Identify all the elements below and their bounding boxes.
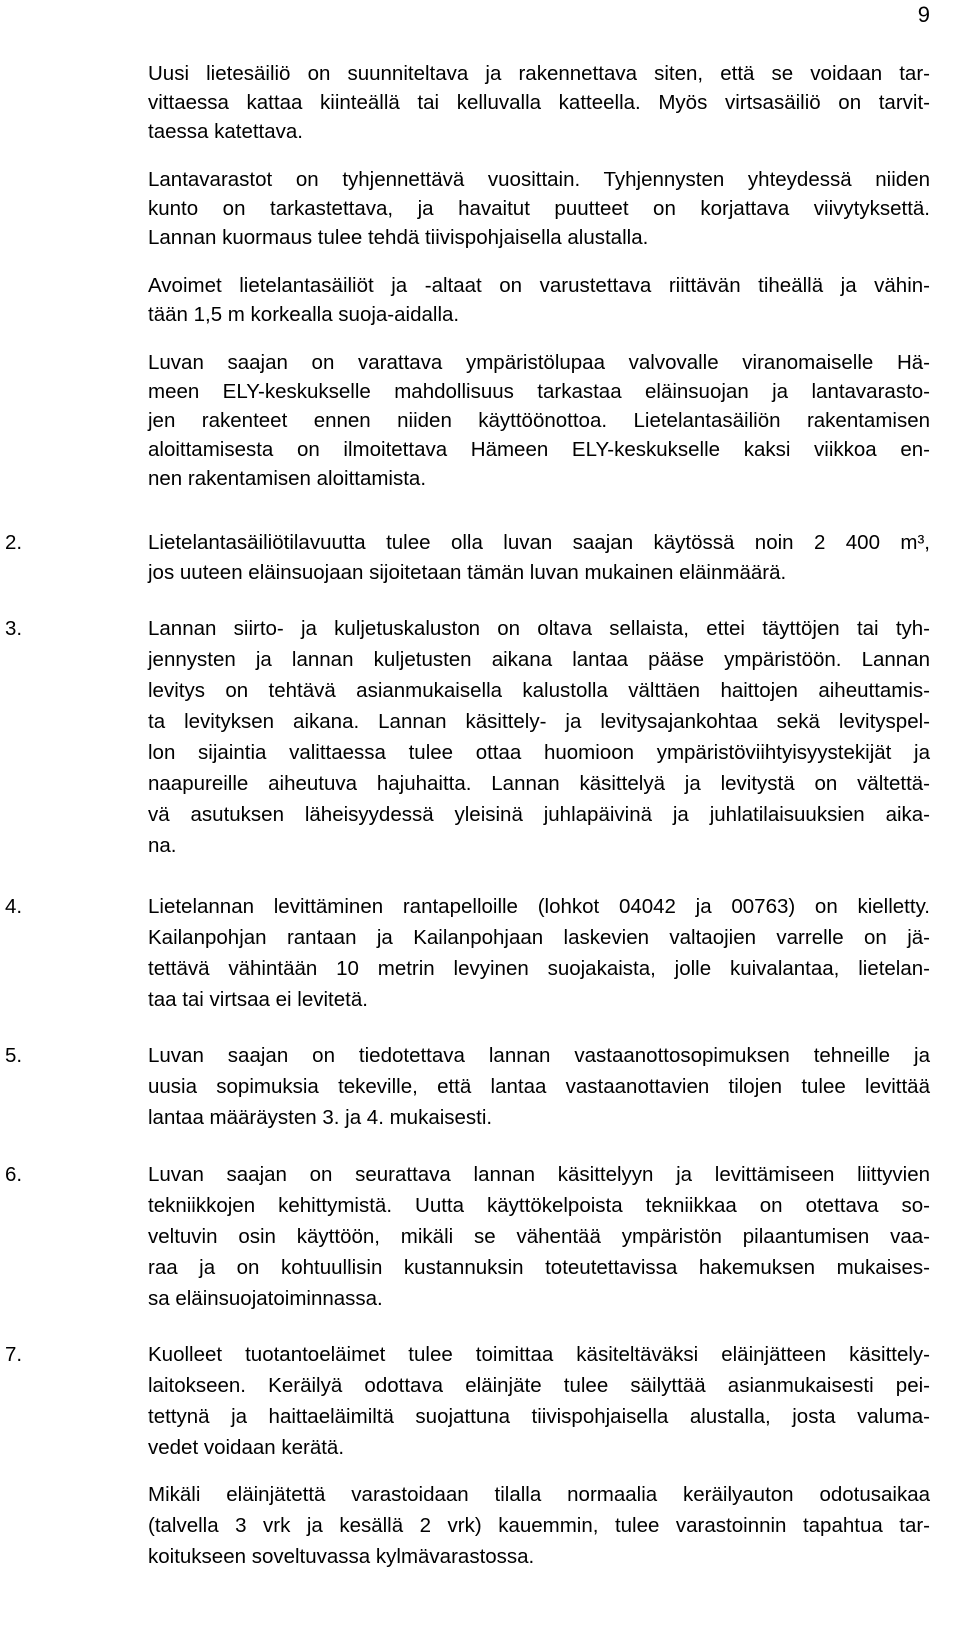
text-line: Lietelantasäiliötilavuutta tulee olla luvan saajan käytössä noin 2 400 m³, xyxy=(148,531,930,554)
item-number: 2. xyxy=(5,531,23,554)
text-line: jen rakenteet ennen niiden käyttöönottoa. Lietelantasäiliön rakentamisen xyxy=(148,409,930,432)
text-line: tään 1,5 m korkealla suoja-aidalla. xyxy=(148,303,460,326)
item-number: 5. xyxy=(5,1044,23,1067)
text-line: lon sijaintia valittaessa tulee ottaa huomioon ympäristöviihtyisyystekijät ja xyxy=(148,741,930,764)
text-line: Lantavarastot on tyhjennettävä vuosittain. Tyhjennysten yhteydessä niiden xyxy=(148,168,930,191)
text-line: levitys on tehtävä asianmukaisella kalustolla välttäen haittojen aiheuttamis- xyxy=(148,679,930,702)
text-line: nen rakentamisen aloittamista. xyxy=(148,467,427,490)
text-line: vä asutuksen läheisyydessä yleisinä juhlapäivinä ja juhlatilaisuuksien aika- xyxy=(148,803,930,826)
text-line: koitukseen soveltuvassa kylmävarastossa. xyxy=(148,1545,535,1568)
text-line: Avoimet lietelantasäiliöt ja -altaat on varustettava riittävän tiheällä ja vähin- xyxy=(148,274,930,297)
item-number: 3. xyxy=(5,617,23,640)
text-line: tekniikkojen kehittymistä. Uutta käyttökelpoista tekniikkaa on otettava so- xyxy=(148,1194,930,1217)
text-line: Luvan saajan on seurattava lannan käsittelyyn ja levittämiseen liittyvien xyxy=(148,1163,930,1186)
text-line: Uusi lietesäiliö on suunniteltava ja rakennettava siten, että se voidaan tar- xyxy=(148,62,930,85)
text-line: Mikäli eläinjätettä varastoidaan tilalla normaalia keräilyauton odotusaikaa xyxy=(148,1483,930,1506)
text-line: raa ja on kohtuullisin kustannuksin toteutettavissa hakemuksen mukaises- xyxy=(148,1256,930,1279)
text-line: aloittamisesta on ilmoitettava Hämeen ELY-keskukselle kaksi viikkoa en- xyxy=(148,438,930,461)
text-line: kunto on tarkastettava, ja havaitut puutteet on korjattava viivytyksettä. xyxy=(148,197,930,220)
text-line: naapureille aiheutuva hajuhaitta. Lannan käsittelyä ja levitystä on vältettä- xyxy=(148,772,930,795)
text-line: jennysten ja lannan kuljetusten aikana lantaa pääse ympäristöön. Lannan xyxy=(148,648,930,671)
text-line: tettävä vähintään 10 metrin levyinen suojakaista, jolle kuivalantaa, lietelan- xyxy=(148,957,930,980)
item-number: 6. xyxy=(5,1163,23,1186)
text-line: jos uuteen eläinsuojaan sijoitetaan tämän luvan mukainen eläinmäärä. xyxy=(148,561,787,584)
text-line: Kailanpohjan rantaan ja Kailanpohjaan laskevien valtaojien varrelle on jä- xyxy=(148,926,930,949)
text-line: na. xyxy=(148,834,177,857)
text-line: vedet voidaan kerätä. xyxy=(148,1436,345,1459)
text-line: taa tai virtsaa ei levitetä. xyxy=(148,988,368,1011)
text-line: Lannan siirto- ja kuljetuskaluston on oltava sellaista, ettei täyttöjen tai tyh- xyxy=(148,617,930,640)
text-line: laitokseen. Keräilyä odottava eläinjäte tulee säilyttää asianmukaisesti pei- xyxy=(148,1374,930,1397)
text-line: tettynä ja haittaeläimiltä suojattuna tiivispohjaisella alustalla, josta valuma- xyxy=(148,1405,930,1428)
text-line: meen ELY-keskukselle mahdollisuus tarkastaa eläinsuojan ja lantavarasto- xyxy=(148,380,930,403)
text-line: Lannan kuormaus tulee tehdä tiivispohjaisella alustalla. xyxy=(148,226,649,249)
text-line: veltuvin osin käyttöön, mikäli se vähentää ympäristön pilaantumisen vaa- xyxy=(148,1225,930,1248)
text-line: sa eläinsuojatoiminnassa. xyxy=(148,1287,383,1310)
text-line: Lietelannan levittäminen rantapelloille (lohkot 04042 ja 00763) on kielletty. xyxy=(148,895,930,918)
page-number: 9 xyxy=(917,2,930,27)
text-line: vittaessa kattaa kiinteällä tai kelluvalla katteella. Myös virtsasäiliö on tarvit- xyxy=(148,91,930,114)
text-line: taessa katettava. xyxy=(148,120,303,143)
text-line: Luvan saajan on tiedotettava lannan vastaanottosopimuksen tehneille ja xyxy=(148,1044,930,1067)
text-line: lantaa määräysten 3. ja 4. mukaisesti. xyxy=(148,1106,493,1129)
text-line: ta levityksen aikana. Lannan käsittely- ja levitysajankohtaa sekä levityspel- xyxy=(148,710,930,733)
text-line: Luvan saajan on varattava ympäristölupaa valvovalle viranomaiselle Hä- xyxy=(148,351,930,374)
text-line: (talvella 3 vrk ja kesällä 2 vrk) kauemmin, tulee varastoinnin tapahtua tar- xyxy=(148,1514,930,1537)
item-number: 7. xyxy=(5,1343,23,1366)
text-line: Kuolleet tuotantoeläimet tulee toimittaa käsiteltäväksi eläinjätteen käsittely- xyxy=(148,1343,930,1366)
text-line: uusia sopimuksia tekeville, että lantaa vastaanottavien tilojen tulee levittää xyxy=(148,1075,930,1098)
item-number: 4. xyxy=(5,895,23,918)
